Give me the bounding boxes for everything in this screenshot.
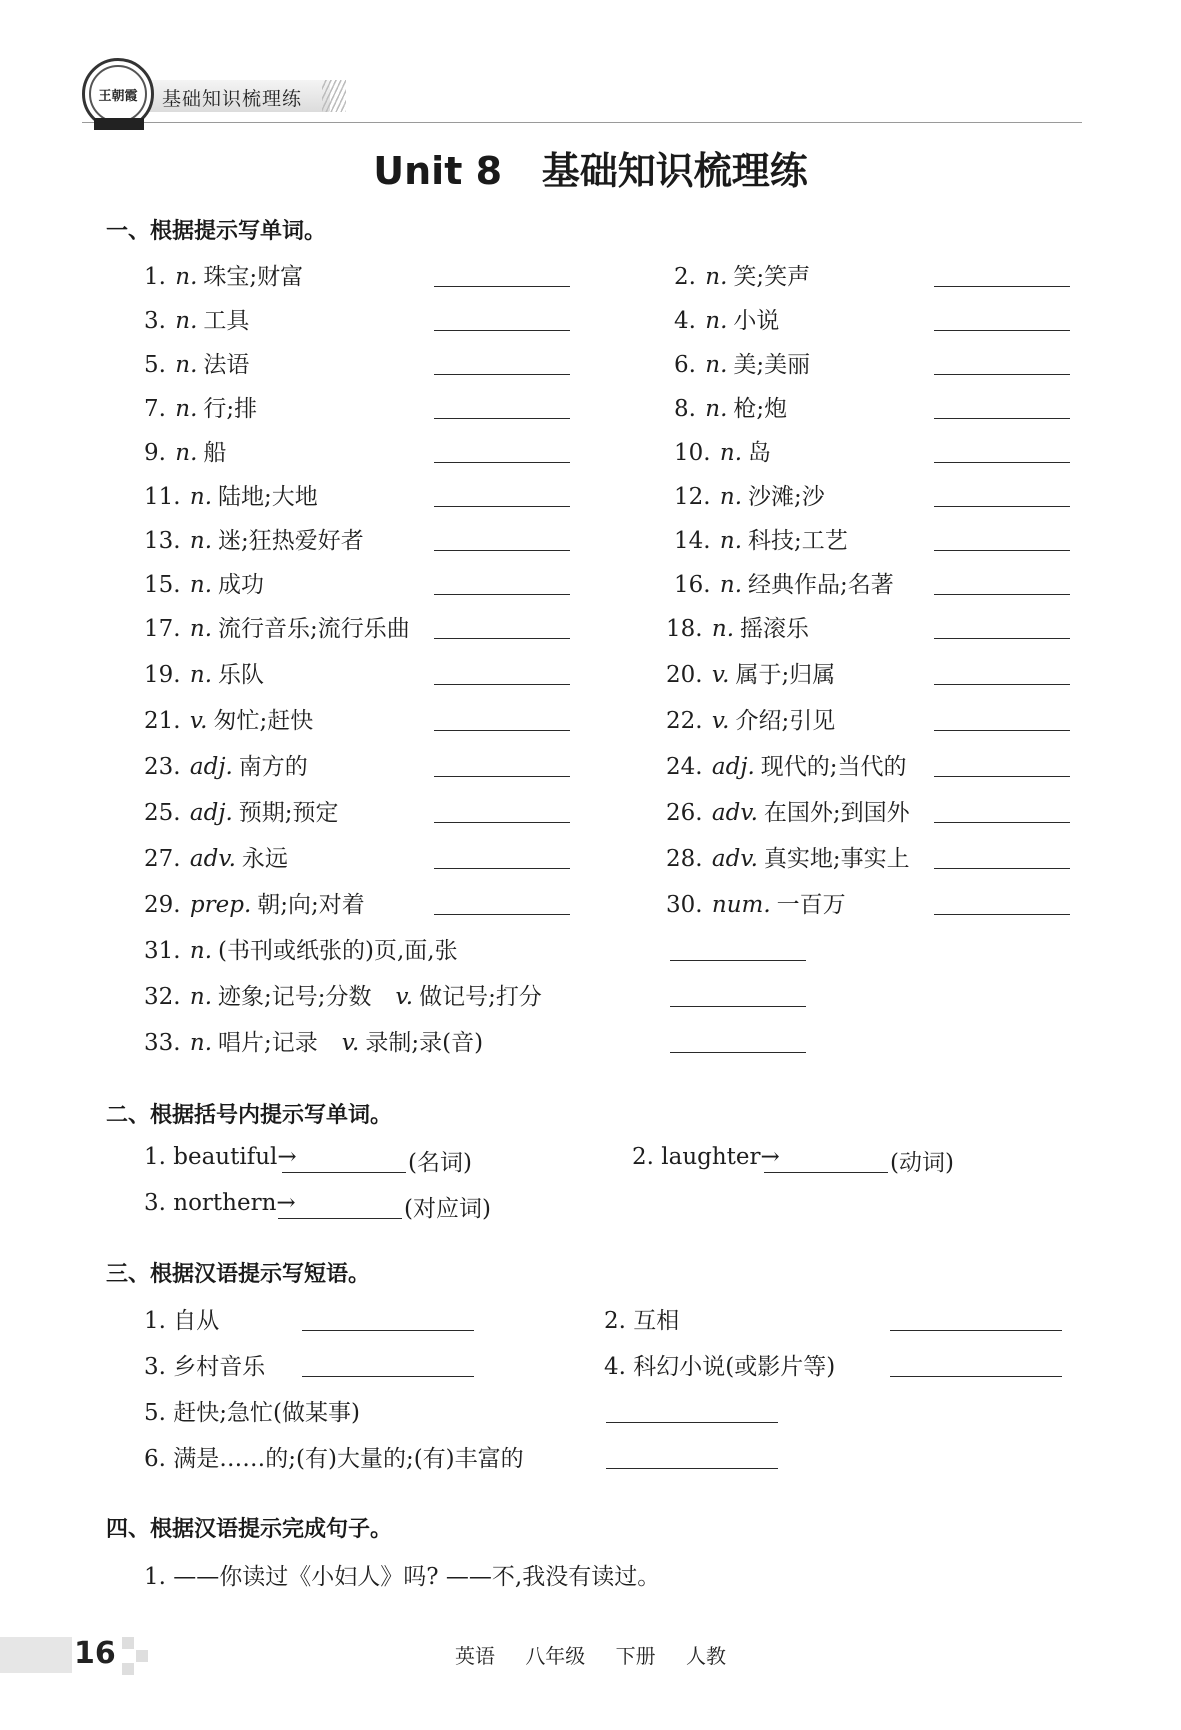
item-meaning: 乐队 [218, 662, 265, 688]
s1-item [674, 258, 810, 291]
item-meaning: 迹象;记号;分数 [218, 984, 372, 1010]
answer-blank[interactable] [934, 286, 1070, 287]
answer-blank[interactable] [934, 418, 1070, 419]
answer-blank[interactable] [934, 550, 1070, 551]
answer-blank[interactable] [434, 730, 570, 731]
page-title: Unit 8 基础知识梳理练 [373, 149, 808, 193]
part-of-speech: v. [711, 708, 730, 734]
item-meaning: 属于;归属 [735, 662, 836, 688]
second-part-of-speech: v. [395, 984, 414, 1010]
item-meaning: 一百万 [776, 892, 846, 918]
page-number: 16 [74, 1636, 116, 1671]
item-meaning: 美;美丽 [733, 352, 811, 378]
item-number: 1. [144, 264, 166, 290]
answer-blank[interactable] [934, 594, 1070, 595]
answer-blank[interactable] [434, 776, 570, 777]
footer-edition: 人教 [686, 1644, 727, 1668]
part-of-speech: n. [175, 440, 198, 466]
part-of-speech: n. [189, 1030, 213, 1056]
part-of-speech: n. [719, 572, 743, 598]
s1-item [144, 478, 318, 511]
item-number: 10. [674, 440, 711, 466]
answer-blank[interactable] [890, 1376, 1062, 1377]
s3-item-1: 1. 自从 [144, 1308, 220, 1334]
item-number: 3. [144, 308, 166, 334]
item-number: 29. [144, 892, 181, 918]
s1-item [144, 656, 264, 689]
part-of-speech: n. [175, 396, 198, 422]
answer-blank[interactable] [934, 684, 1070, 685]
answer-blank[interactable] [934, 638, 1070, 639]
item-meaning: 流行音乐;流行乐曲 [218, 616, 410, 642]
header-stripes [322, 80, 346, 112]
s2-item-word: 2. laughter→ [632, 1144, 780, 1170]
s2-item-hint: (名词) [408, 1150, 472, 1176]
answer-blank[interactable] [934, 822, 1070, 823]
item-meaning: 预期;预定 [238, 800, 339, 826]
s2-item-word: 3. northern→ [144, 1190, 296, 1216]
s3-item-3: 3. 乡村音乐 [144, 1354, 266, 1380]
answer-blank[interactable] [302, 1376, 474, 1377]
s2-item-word: 1. beautiful→ [144, 1144, 297, 1170]
s4-item-1: 1. ——你读过《小妇人》吗? ——不,我没有读过。 [144, 1564, 661, 1590]
answer-blank[interactable] [434, 286, 570, 287]
item-number: 26. [666, 800, 703, 826]
s2-item-hint: (对应词) [404, 1196, 491, 1222]
s1-item [144, 390, 257, 423]
s1-item [144, 610, 410, 643]
second-meaning: 做记号;打分 [419, 984, 542, 1010]
logo-ribbon [94, 118, 144, 130]
section3-heading: 三、根据汉语提示写短语。 [106, 1262, 371, 1287]
answer-blank[interactable] [934, 868, 1070, 869]
part-of-speech: n. [175, 264, 198, 290]
s1-item [666, 886, 846, 919]
answer-blank[interactable] [278, 1218, 402, 1219]
item-number: 15. [144, 572, 181, 598]
part-of-speech: n. [705, 396, 728, 422]
answer-blank[interactable] [670, 1052, 806, 1053]
item-number: 6. [674, 352, 696, 378]
item-meaning: 永远 [241, 846, 288, 872]
s1-item [144, 886, 365, 919]
item-meaning: 法语 [203, 352, 250, 378]
answer-blank[interactable] [606, 1468, 778, 1469]
item-number: 23. [144, 754, 181, 780]
part-of-speech: n. [175, 352, 198, 378]
item-number: 25. [144, 800, 181, 826]
item-number: 2. [674, 264, 696, 290]
part-of-speech: n. [705, 352, 728, 378]
item-meaning: 珠宝;财富 [203, 264, 304, 290]
answer-blank[interactable] [434, 822, 570, 823]
answer-blank[interactable] [934, 374, 1070, 375]
part-of-speech: adv. [711, 846, 758, 872]
item-number: 21. [144, 708, 181, 734]
part-of-speech: n. [719, 484, 743, 510]
s1-item [144, 434, 226, 467]
s2-item-3 [144, 1190, 296, 1216]
item-number: 13. [144, 528, 181, 554]
item-meaning: (书刊或纸张的)页,面,张 [218, 938, 458, 964]
publisher-logo-text: 王朝霞 [89, 65, 147, 123]
answer-blank[interactable] [282, 1172, 406, 1173]
second-part-of-speech: v. [341, 1030, 360, 1056]
s1-item [666, 656, 835, 689]
answer-blank[interactable] [670, 1006, 806, 1007]
s2-item-1 [144, 1144, 297, 1170]
s1-item [666, 748, 907, 781]
item-meaning: 真实地;事实上 [763, 846, 910, 872]
s1-item [144, 346, 249, 379]
part-of-speech: adv. [711, 800, 758, 826]
s1-item [144, 258, 303, 291]
s1-item [144, 794, 339, 827]
second-meaning: 录制;录(音) [365, 1030, 484, 1056]
header-rule [82, 122, 1082, 123]
part-of-speech: adv. [189, 846, 236, 872]
item-meaning: 在国外;到国外 [763, 800, 910, 826]
item-meaning: 陆地;大地 [218, 484, 318, 510]
item-number: 7. [144, 396, 166, 422]
item-meaning: 介绍;引见 [735, 708, 836, 734]
item-number: 9. [144, 440, 166, 466]
item-number: 28. [666, 846, 703, 872]
part-of-speech: num. [711, 892, 771, 918]
s1-item [144, 840, 288, 873]
part-of-speech: n. [189, 616, 213, 642]
part-of-speech: adj. [189, 754, 233, 780]
item-number: 5. [144, 352, 166, 378]
s1-item [674, 566, 894, 599]
answer-blank[interactable] [434, 418, 570, 419]
item-meaning: 唱片;记录 [218, 1030, 318, 1056]
item-meaning: 工具 [203, 308, 250, 334]
answer-blank[interactable] [434, 638, 570, 639]
item-meaning: 南方的 [238, 754, 308, 780]
part-of-speech: n. [711, 616, 735, 642]
section2-heading: 二、根据括号内提示写单词。 [106, 1103, 393, 1128]
s1-item [666, 840, 910, 873]
s1-item [144, 522, 364, 555]
s1-long-item [144, 1024, 483, 1057]
s2-item-hint: (动词) [890, 1150, 954, 1176]
s1-item [674, 522, 848, 555]
section1-heading: 一、根据提示写单词。 [106, 219, 327, 244]
answer-blank[interactable] [934, 462, 1070, 463]
item-number: 8. [674, 396, 696, 422]
s1-long-item [144, 978, 542, 1011]
section4-heading: 四、根据汉语提示完成句子。 [106, 1517, 393, 1542]
footer-grade: 八年级 [525, 1644, 586, 1668]
part-of-speech: adj. [711, 754, 755, 780]
s1-item [666, 610, 809, 643]
answer-blank[interactable] [434, 868, 570, 869]
part-of-speech: v. [711, 662, 730, 688]
part-of-speech: n. [189, 984, 213, 1010]
s1-item [144, 566, 264, 599]
s1-item [144, 748, 308, 781]
s1-item [144, 702, 313, 735]
answer-blank[interactable] [934, 330, 1070, 331]
answer-blank[interactable] [934, 506, 1070, 507]
item-meaning: 笑;笑声 [733, 264, 811, 290]
item-number: 27. [144, 846, 181, 872]
part-of-speech: n. [189, 938, 213, 964]
footer-book-info [0, 1640, 1181, 1669]
item-meaning: 经典作品;名著 [748, 572, 894, 598]
s1-item [666, 702, 835, 735]
item-meaning: 行;排 [203, 396, 258, 422]
answer-blank[interactable] [934, 914, 1070, 915]
item-number: 16. [674, 572, 711, 598]
answer-blank[interactable] [434, 914, 570, 915]
item-number: 20. [666, 662, 703, 688]
s1-item [674, 302, 779, 335]
item-number: 22. [666, 708, 703, 734]
s3-item-6: 6. 满是……的;(有)大量的;(有)丰富的 [144, 1446, 524, 1472]
part-of-speech: prep. [189, 892, 252, 918]
s1-item [674, 478, 825, 511]
item-meaning: 沙滩;沙 [748, 484, 825, 510]
answer-blank[interactable] [670, 960, 806, 961]
s1-item [674, 434, 771, 467]
answer-blank[interactable] [434, 506, 570, 507]
part-of-speech: n. [175, 308, 198, 334]
footer-volume: 下册 [615, 1644, 656, 1668]
item-number: 24. [666, 754, 703, 780]
item-meaning: 小说 [733, 308, 780, 334]
answer-blank[interactable] [764, 1172, 888, 1173]
s1-item [674, 346, 810, 379]
item-meaning: 成功 [218, 572, 265, 598]
s3-item-2: 2. 互相 [604, 1308, 680, 1334]
s1-item [666, 794, 910, 827]
item-meaning: 船 [203, 440, 227, 466]
answer-blank[interactable] [934, 776, 1070, 777]
item-meaning: 现代的;当代的 [760, 754, 907, 780]
item-meaning: 匆忙;赶快 [213, 708, 314, 734]
s1-long-item [144, 932, 488, 965]
item-meaning: 朝;向;对着 [257, 892, 365, 918]
answer-blank[interactable] [434, 462, 570, 463]
item-meaning: 岛 [748, 440, 772, 466]
item-meaning: 摇滚乐 [740, 616, 810, 642]
item-number: 11. [144, 484, 181, 510]
item-meaning: 迷;狂热爱好者 [218, 528, 364, 554]
footer-subject: 英语 [454, 1644, 495, 1668]
item-number: 19. [144, 662, 181, 688]
part-of-speech: n. [719, 440, 743, 466]
part-of-speech: n. [705, 308, 728, 334]
item-number: 14. [674, 528, 711, 554]
part-of-speech: n. [189, 528, 213, 554]
answer-blank[interactable] [606, 1422, 778, 1423]
item-number: 4. [674, 308, 696, 334]
part-of-speech: n. [705, 264, 728, 290]
item-number: 30. [666, 892, 703, 918]
item-number: 32. [144, 984, 181, 1010]
item-number: 33. [144, 1030, 181, 1056]
item-number: 17. [144, 616, 181, 642]
part-of-speech: n. [189, 572, 213, 598]
item-meaning: 科技;工艺 [748, 528, 848, 554]
answer-blank[interactable] [434, 684, 570, 685]
part-of-speech: n. [719, 528, 743, 554]
s3-item-4: 4. 科幻小说(或影片等) [604, 1354, 836, 1380]
answer-blank[interactable] [434, 550, 570, 551]
part-of-speech: n. [189, 662, 213, 688]
s1-item [144, 302, 249, 335]
s1-item [674, 390, 787, 423]
part-of-speech: v. [189, 708, 208, 734]
answer-blank[interactable] [890, 1330, 1062, 1331]
header-label: 基础知识梳理练 [162, 88, 303, 110]
answer-blank[interactable] [434, 594, 570, 595]
item-meaning: 枪;炮 [733, 396, 788, 422]
s3-item-5: 5. 赶快;急忙(做某事) [144, 1400, 360, 1426]
item-number: 18. [666, 616, 703, 642]
answer-blank[interactable] [434, 374, 570, 375]
answer-blank[interactable] [302, 1330, 474, 1331]
item-number: 31. [144, 938, 181, 964]
answer-blank[interactable] [434, 330, 570, 331]
part-of-speech: adj. [189, 800, 233, 826]
s2-item-2 [632, 1144, 780, 1170]
part-of-speech: n. [189, 484, 213, 510]
item-number: 12. [674, 484, 711, 510]
answer-blank[interactable] [934, 730, 1070, 731]
